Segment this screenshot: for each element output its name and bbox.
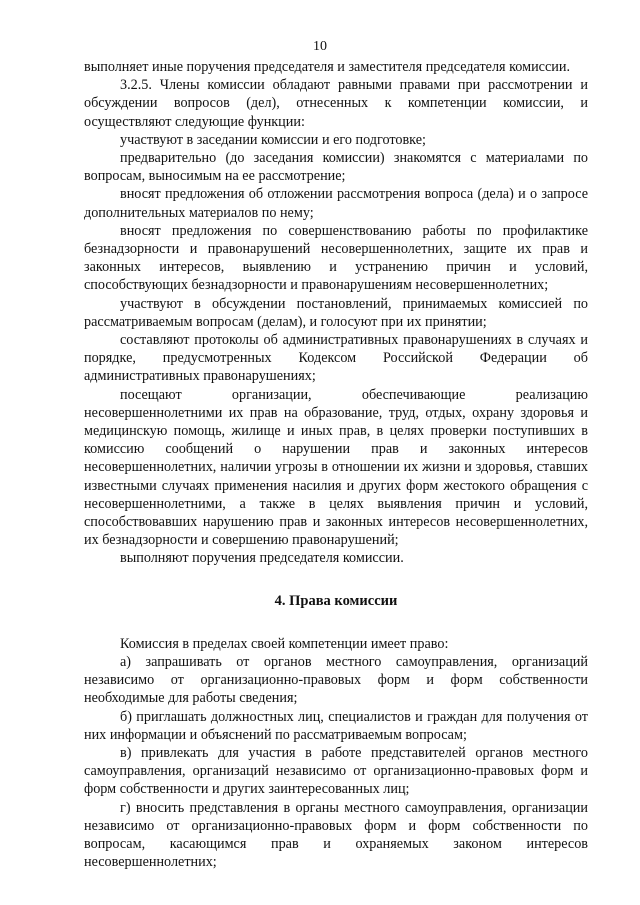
page-number: 10 (313, 39, 327, 54)
paragraph: б) приглашать должностных лиц, специалистов и граждан для получения от них информации и объяснений по рассматриваемым вопросам; (84, 708, 588, 743)
section-3-functions (84, 58, 588, 568)
paragraph: а) запрашивать от органов местного самоуправления, организаций независимо от организационно-правовых форм и форм собственности необходимые для работы сведения; (84, 653, 588, 707)
paragraph: Комиссия в пределах своей компетенции имеет право: (120, 635, 449, 652)
paragraph: 3.2.5. Члены комиссии обладают равными правами при рассмотрении и обсуждении вопросов (дел), отнесенных к компетенции комиссии, и осуществляют следующие функции: (84, 77, 588, 130)
paragraph: участвуют в обсуждении постановлений, принимаемых комиссией по рассматриваемым вопросам (делам), и голосуют при их принятии; (84, 295, 588, 330)
section-title: 4. Права комиссии (274, 592, 398, 609)
paragraph: вносят предложения по совершенствованию работы по профилактике безнадзорности и правонарушений несовершеннолетних, защите их прав и законных интересов, выявлению и устранению причин и условий, способствующих безнадзорности и правонарушениям несовершеннолетних; (84, 222, 588, 294)
paragraph: предварительно (до заседания комиссии) знакомятся с материалами по вопросам, выносимым на ее рассмотрение; (84, 150, 588, 185)
paragraph: г) вносить представления в органы местного самоуправления, организации независимо от организационно-правовых форм и форм собственности по вопросам, касающимся прав и охраняемых законом интересов несовершеннолетних; (84, 799, 588, 871)
section-4-rights (84, 635, 588, 872)
paragraph: выполняют поручения председателя комиссии. (120, 550, 404, 567)
paragraph: составляют протоколы об административных правонарушениях в случаях и порядке, предусмотренных Кодексом Российской Федерации об административных правонарушениях; (84, 332, 588, 385)
paragraph: вносят предложения об отложении рассмотрения вопроса (дела) и о запросе дополнительных материалов по нему; (84, 186, 588, 221)
paragraph: выполняет иные поручения председателя и заместителя председателя комиссии. (84, 59, 570, 75)
paragraph: участвуют в заседании комиссии и его подготовке; (120, 131, 426, 148)
document-body (84, 58, 588, 871)
paragraph: в) привлекать для участия в работе представителей органов местного самоуправления, организаций независимо от организационно-правовых форм и форм собственности и других заинтересованных лиц; (84, 744, 588, 798)
paragraph: посещают организации, обеспечивающие реализацию несовершеннолетними их прав на образование, труд, отдых, охрану здоровья и медицинскую помощь, жилище и иных прав, в целях проверки поступивших в комиссию сообщений о нарушении прав и законных интересов несовершеннолетних, наличии угрозы в отношении их жизни и здоровья, ставших известными случаях применения насилия и других форм жестокого обращения с несовершеннолетними, а также в целях выявления причин и условий, способствовавших нарушению прав и законных интересов несовершеннолетних, их безнадзорности и совершению правонарушений; (84, 386, 588, 549)
